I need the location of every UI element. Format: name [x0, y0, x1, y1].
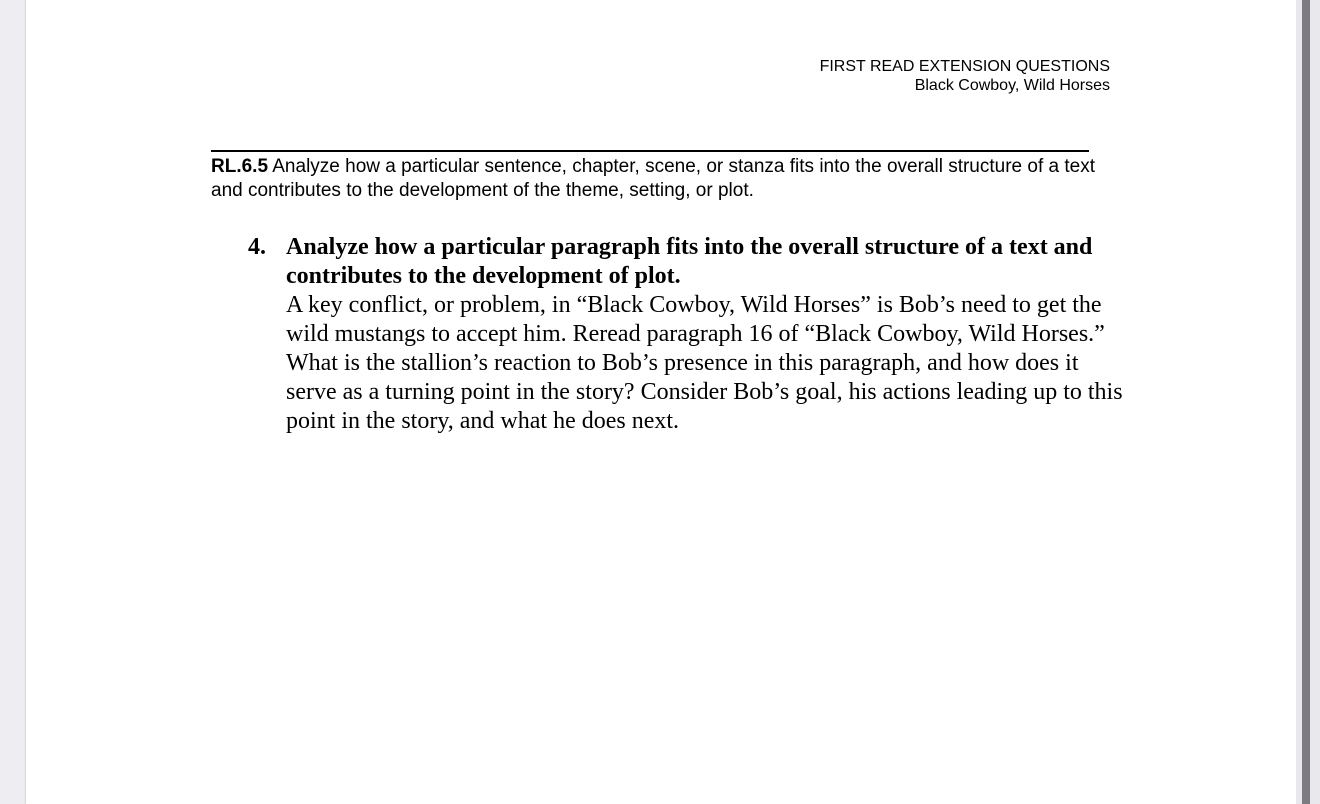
- standard-text: Analyze how a particular sentence, chapter, scene, or stanza fits into the overall structure of a text and contributes to the development of the theme, setting, or plot.: [211, 156, 1095, 201]
- document-page: [26, 0, 1296, 804]
- scrollbar-thumb[interactable]: [1302, 0, 1310, 804]
- question-prompt-text: A key conflict, or problem, in “Black Cowboy, Wild Horses” is Bob’s need to get the wild mustangs to accept him. Reread paragraph 16 of “Black Cowboy, Wild Horses.” What is the stallion’s reaction to Bob’s presence in this paragraph, and how does it serve as a turning point in the story? Consider Bob’s goal, his actions leading up to this point in the story, and what he does next.: [286, 292, 1123, 434]
- question-body: [286, 233, 1128, 436]
- question-item: [248, 233, 1128, 436]
- question-prompt-bold: Analyze how a particular paragraph fits into the overall structure of a text and contributes to the development of plot.: [286, 234, 1093, 289]
- question-number: 4.: [248, 234, 266, 260]
- horizontal-rule: [211, 150, 1089, 152]
- page-header: [820, 57, 1110, 95]
- standard-code: RL.6.5: [211, 156, 269, 177]
- header-subtitle: Black Cowboy, Wild Horses: [914, 77, 1110, 94]
- header-title: FIRST READ EXTENSION QUESTIONS: [819, 58, 1110, 75]
- standard-statement: [211, 155, 1111, 203]
